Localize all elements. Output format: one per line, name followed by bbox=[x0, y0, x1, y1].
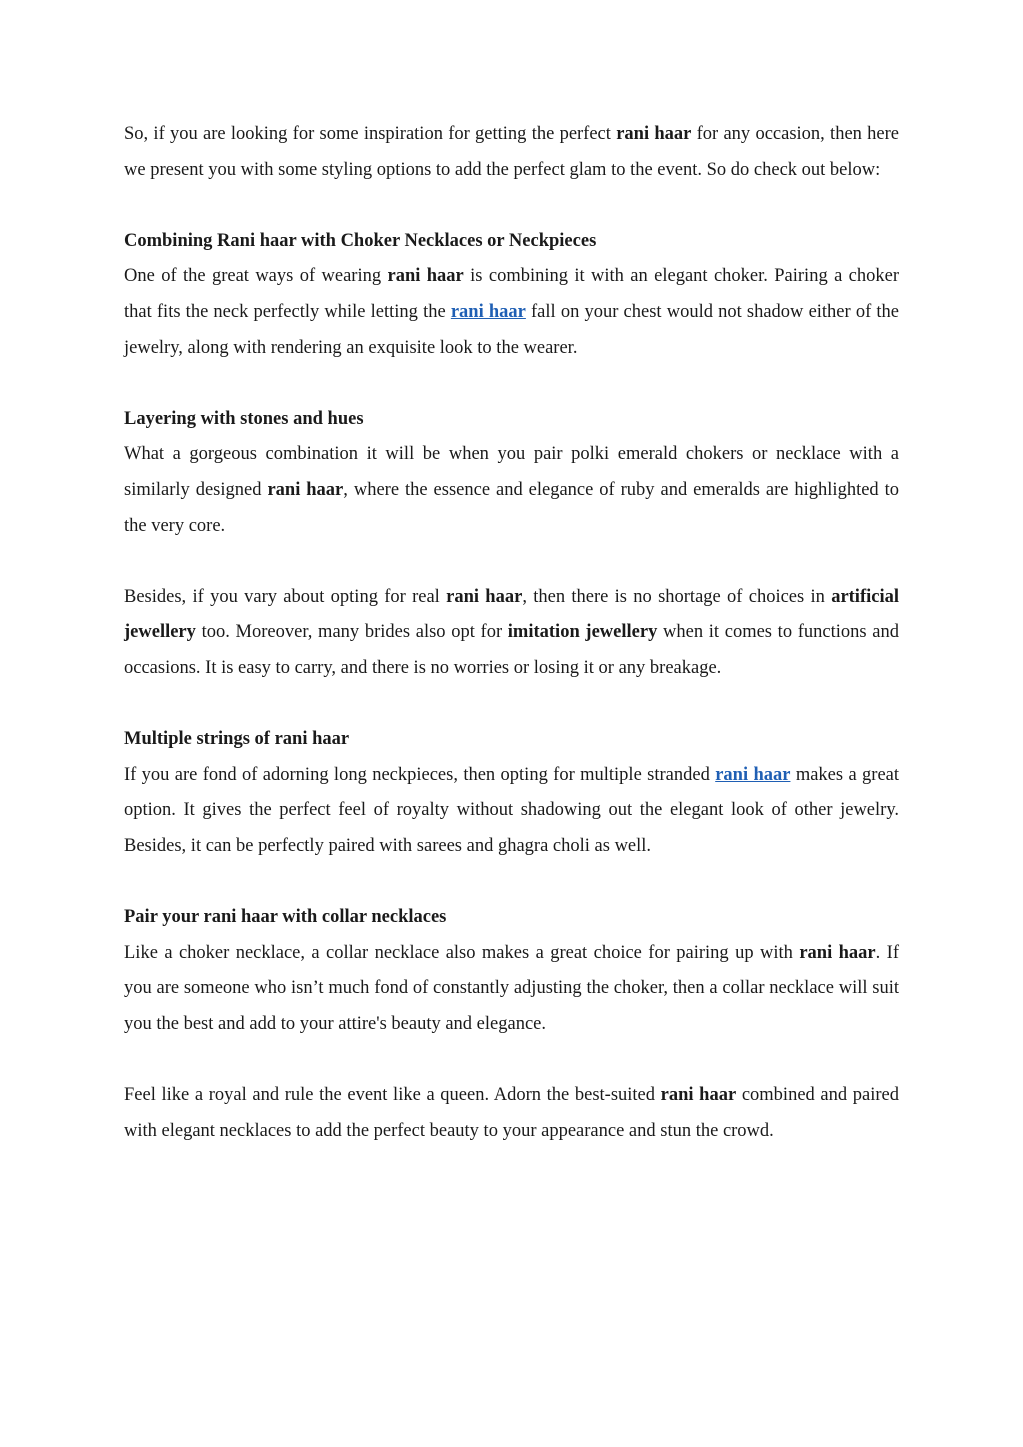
section-heading-collar: Pair your rani haar with collar necklaces bbox=[124, 907, 447, 928]
layering-keyword: rani haar bbox=[267, 479, 344, 500]
section-heading-layering: Layering with stones and hues bbox=[124, 408, 364, 429]
section-body-choker bbox=[124, 259, 899, 366]
intro-text-1: So, if you are looking for some inspiration for getting the perfect bbox=[124, 124, 617, 144]
besides-text-2: , then there is no shortage of choices in bbox=[522, 586, 832, 607]
besides-paragraph bbox=[124, 580, 899, 687]
strings-text-2: makes a great option. It gives the perfect feel of royalty without shadowing out the elegant look of other jewelry. Besides, it can be perfectly paired with sarees and ghagra choli as well. bbox=[124, 764, 900, 856]
section-body-layering bbox=[124, 437, 899, 544]
section-heading-multiple-strings: Multiple strings of rani haar bbox=[124, 729, 350, 750]
closing-text-2: combined and paired with elegant necklaces to add the perfect beauty to your appearance and stun the crowd. bbox=[124, 1085, 899, 1141]
section-layering bbox=[124, 402, 899, 544]
document-page bbox=[124, 117, 899, 1185]
besides-keyword-2: artificial jewellery bbox=[124, 586, 899, 643]
collar-text-2: . If you are someone who isn’t much fond of constantly adjusting the choker, then a collar necklace will suit you the best and add to your attire's beauty and elegance. bbox=[124, 942, 900, 1034]
collar-text-1: Like a choker necklace, a collar necklace also makes a great choice for pairing up with bbox=[124, 942, 800, 963]
besides-text-4: when it comes to functions and occasions. It is easy to carry, and there is no worries or losing it or any breakage. bbox=[124, 622, 899, 678]
rani-haar-link-1[interactable]: rani haar bbox=[450, 301, 526, 322]
section-heading-choker: Combining Rani haar with Choker Necklaces or Neckpieces bbox=[124, 230, 597, 251]
strings-text-1: If you are fond of adorning long neckpieces, then opting for multiple stranded bbox=[124, 764, 716, 785]
intro-paragraph bbox=[124, 117, 899, 188]
besides-text-1: Besides, if you vary about opting for real bbox=[124, 586, 447, 607]
choker-text-3: fall on your chest would not shadow either of the jewelry, along with rendering an exquisite look to the wearer. bbox=[124, 301, 899, 358]
choker-text-1: One of the great ways of wearing bbox=[124, 266, 388, 287]
section-choker bbox=[124, 224, 899, 366]
layering-text-2: , where the essence and elegance of ruby and emeralds are highlighted to the very core. bbox=[124, 479, 900, 536]
layering-text-1: What a gorgeous combination it will be when you pair polki emerald chokers or necklace with a similarly designed bbox=[124, 444, 899, 500]
choker-keyword: rani haar bbox=[387, 266, 464, 287]
closing-keyword: rani haar bbox=[660, 1085, 737, 1106]
section-collar bbox=[124, 900, 899, 1042]
choker-text-2: is combining it with an elegant choker. Pairing a choker that fits the neck perfectly while letting the bbox=[124, 266, 900, 322]
intro-text-2: for any occasion, then here we present you with some styling options to add the perfect glam to the event. So do check out below: bbox=[124, 124, 900, 180]
closing-paragraph bbox=[124, 1078, 899, 1149]
rani-haar-link-2[interactable]: rani haar bbox=[715, 764, 791, 785]
besides-text-3: too. Moreover, many brides also opt for bbox=[195, 622, 508, 643]
section-multiple-strings bbox=[124, 722, 899, 864]
besides-keyword-1: rani haar bbox=[446, 586, 523, 607]
section-body-multiple-strings bbox=[124, 758, 899, 865]
section-body-collar bbox=[124, 936, 899, 1043]
closing-text-1: Feel like a royal and rule the event like a queen. Adorn the best-suited bbox=[124, 1085, 661, 1106]
besides-keyword-3: imitation jewellery bbox=[507, 622, 658, 643]
intro-keyword: rani haar bbox=[616, 124, 692, 144]
collar-keyword: rani haar bbox=[799, 942, 876, 963]
